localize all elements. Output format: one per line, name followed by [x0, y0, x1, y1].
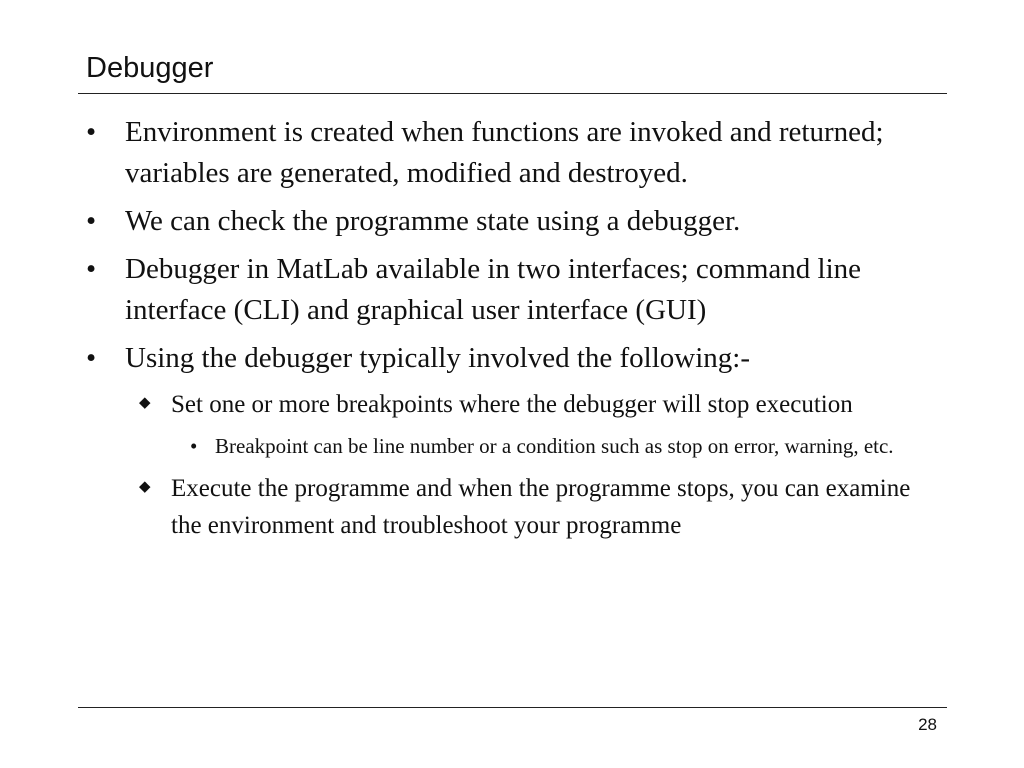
diamond-bullet-icon: ◆	[139, 479, 151, 495]
sub-sub-bullet-text: Breakpoint can be line number or a condition such as stop on error, warning, etc.	[215, 434, 894, 458]
bullet-item	[0, 249, 1024, 331]
bullet-dot-icon: •	[86, 205, 97, 237]
sub-bullet-item	[0, 470, 1024, 544]
bullet-text: Debugger in MatLab available in two interfaces; command line interface (CLI) and graphical user interface (GUI)	[125, 253, 862, 326]
bullet-dot-icon: •	[190, 434, 198, 458]
page-number: 28	[918, 715, 937, 734]
bullet-item	[0, 338, 1024, 379]
bullet-dot-icon: •	[86, 342, 97, 374]
bullet-text: We can check the programme state using a debugger.	[125, 205, 741, 237]
diamond-bullet-icon: ◆	[139, 395, 151, 411]
bullet-text: Using the debugger typically involved the following:-	[125, 342, 750, 374]
bullet-item	[0, 112, 1024, 194]
bullet-dot-icon: •	[86, 253, 97, 285]
bullet-item	[0, 201, 1024, 242]
sub-bullet-item	[0, 386, 1024, 423]
bullet-text: Environment is created when functions are invoked and returned; variables are generated, modified and destroyed.	[125, 116, 884, 189]
slide-title: Debugger	[86, 52, 214, 84]
sub-sub-bullet-item	[0, 429, 1024, 463]
sub-bullet-text: Execute the programme and when the programme stops, you can examine the environment and troubleshoot your programme	[171, 475, 911, 539]
sub-bullet-text: Set one or more breakpoints where the debugger will stop execution	[171, 391, 853, 418]
footer-divider	[78, 707, 947, 708]
slide-body	[0, 112, 1024, 550]
bullet-dot-icon: •	[86, 116, 97, 148]
title-divider	[78, 93, 947, 94]
